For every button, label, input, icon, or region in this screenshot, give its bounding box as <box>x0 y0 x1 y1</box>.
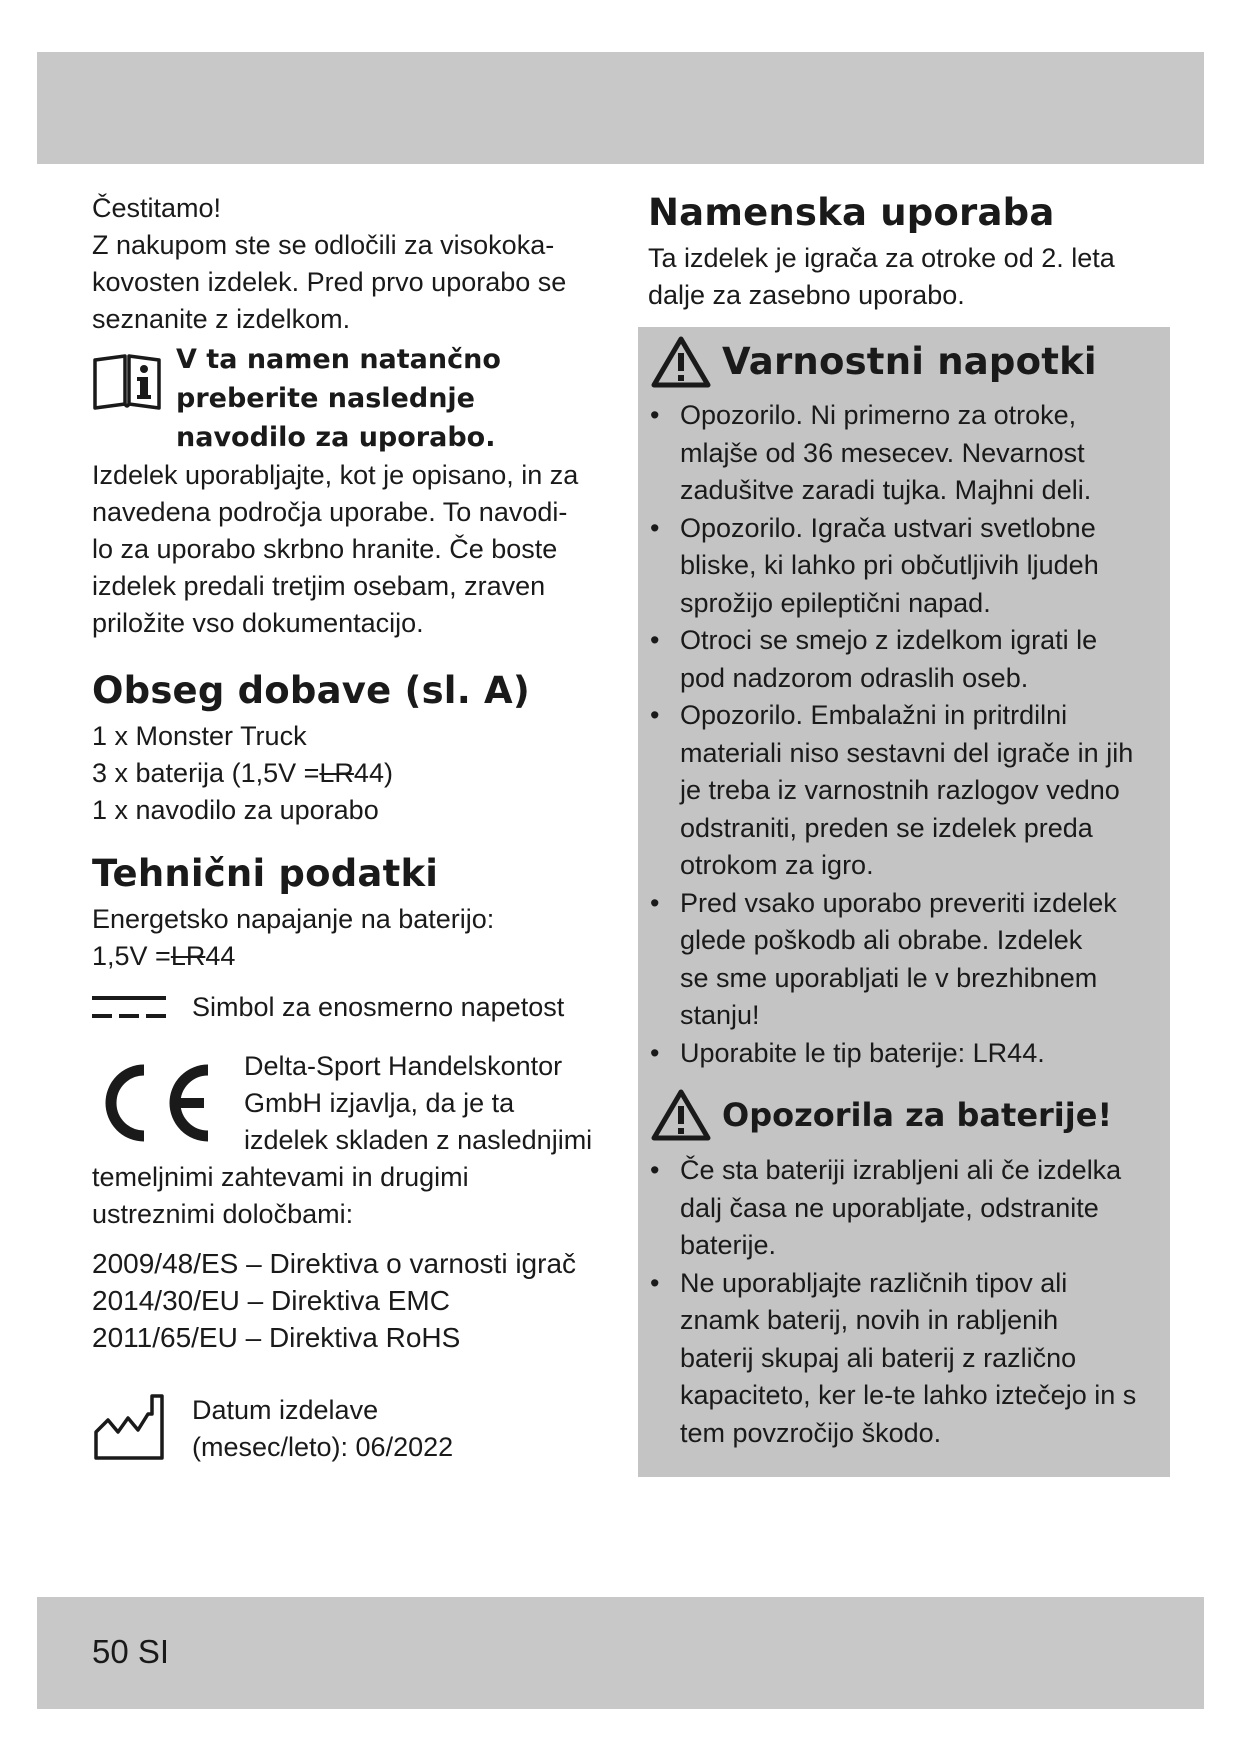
tech-power-value <box>92 938 602 975</box>
warning-triangle-icon <box>650 1088 712 1142</box>
safety-line: odstraniti, preden se izdelek preda <box>680 812 1093 843</box>
safety-line: Opozorilo. Embalažni in pritrdilni <box>680 700 1068 730</box>
battery-item <box>650 1152 1154 1265</box>
intended-line: dalje za zasebno uporabo. <box>648 280 965 310</box>
usage-paragraph <box>92 457 602 642</box>
manufacture-line: Datum izdelave <box>192 1395 379 1425</box>
safety-line: stanju! <box>680 1000 760 1030</box>
bullet: • <box>650 1267 660 1298</box>
safety-line: glede poškodb ali obrabe. Izdelek <box>680 925 1083 955</box>
dc-symbol-row <box>92 989 602 1026</box>
ce-line: ustreznimi določbami: <box>92 1199 354 1229</box>
ce-declaration <box>92 1048 602 1159</box>
lr-text: LR <box>170 941 206 971</box>
safety-box <box>638 327 1170 1477</box>
battery-heading: Opozorila za baterije! <box>722 1096 1113 1134</box>
bullet: • <box>650 1155 660 1185</box>
header-band <box>37 52 1204 164</box>
safety-item <box>650 1035 1154 1073</box>
factory-icon <box>92 1392 166 1462</box>
tech-heading: Tehnični podatki <box>92 852 439 895</box>
bullet: • <box>650 400 660 430</box>
safety-line: Opozorilo. Igrača ustvari svetlobne <box>680 512 1096 543</box>
directive-item: 2014/30/EU – Direktiva EMC <box>92 1285 450 1316</box>
safety-line: sprožijo epileptični napad. <box>680 587 991 618</box>
battery-line: kapaciteto, ker le-te lahko iztečejo in s <box>680 1380 1137 1410</box>
intro-line: kovosten izdelek. Pred prvo uporabo se <box>92 267 567 297</box>
read-manual-notice <box>92 340 602 457</box>
scope-item: 1 x Monster Truck <box>92 721 307 751</box>
directive-item: 2009/48/ES – Direktiva o varnosti igrač <box>92 1248 577 1279</box>
safety-item <box>650 510 1154 623</box>
safety-line: otrokom za igro. <box>680 850 874 880</box>
voltage-text: 44 <box>205 941 236 971</box>
safety-line: Pred vsako uporabo preveriti izdelek <box>680 887 1117 918</box>
bullet: • <box>650 700 660 730</box>
manufacture-text <box>192 1392 453 1466</box>
usage-line: lo za uporabo skrbno hranite. Če boste <box>92 534 558 564</box>
manual-info-icon <box>92 346 162 416</box>
battery-line: Ne uporabljajte različnih tipov ali <box>680 1267 1068 1298</box>
read-manual-text <box>176 340 501 457</box>
safety-item <box>650 397 1154 510</box>
safety-line: Opozorilo. Ni primerno za otroke, <box>680 400 1077 430</box>
usage-line: navedena področja uporabe. To navodi- <box>92 497 568 527</box>
intended-line: Ta izdelek je igrača za otroke od 2. leta <box>648 243 1115 273</box>
scope-item-text: 3 x baterija (1,5V <box>92 758 304 788</box>
intro-line: Čestitamo! <box>92 193 222 223</box>
intro-line: Z nakupom ste se odločili za visokoka- <box>92 230 555 260</box>
battery-line: dalj časa ne uporabljate, odstranite <box>680 1192 1099 1223</box>
battery-line: znamk baterij, novih in rabljenih <box>680 1305 1059 1335</box>
intended-use-heading: Namenska uporaba <box>648 191 1055 234</box>
ce-mark-icon <box>92 1058 220 1148</box>
safety-line: je treba iz varnostnih razlogov vedno <box>680 775 1120 805</box>
usage-line: Izdelek uporabljajte, kot je opisano, in za <box>92 460 579 490</box>
battery-line: baterij skupaj ali baterij z različno <box>680 1342 1077 1373</box>
safety-item <box>650 885 1154 1035</box>
tech-power-label: Energetsko napajanje na baterijo: <box>92 904 495 934</box>
safety-line: zadušitve zaradi tujka. Majhni deli. <box>680 475 1092 505</box>
bullet: • <box>650 625 660 655</box>
notice-line: V ta namen natančno <box>176 344 501 375</box>
ce-line: GmbH izjavlja, da je ta <box>244 1088 515 1118</box>
bullet: • <box>650 887 660 918</box>
battery-list <box>650 1152 1154 1452</box>
notice-line: navodilo za uporabo. <box>176 422 496 453</box>
dc-sign: = <box>155 941 171 971</box>
page-number: 50 SI <box>92 1633 170 1670</box>
safety-line: pod nadzorom odraslih oseb. <box>680 662 1029 693</box>
right-column <box>648 190 1168 314</box>
warning-triangle-icon <box>650 335 712 389</box>
usage-line: izdelek predali tretjim osebam, zraven <box>92 571 546 601</box>
voltage-text: 1,5V <box>92 941 156 971</box>
bullet: • <box>650 512 660 543</box>
battery-line: tem povzročijo škodo. <box>680 1417 942 1448</box>
footer-band <box>37 1597 1204 1709</box>
scope-heading: Obseg dobave (sl. A) <box>92 669 530 712</box>
directive-item: 2011/65/EU – Direktiva RoHS <box>92 1322 461 1353</box>
battery-line: baterije. <box>680 1230 777 1260</box>
ce-line: Delta-Sport Handelskontor <box>244 1051 563 1081</box>
battery-line: Če sta bateriji izrabljeni ali če izdelka <box>680 1155 1122 1185</box>
lr-text: LR <box>319 758 354 788</box>
safety-line: materiali niso sestavni del igrače in jih <box>680 737 1134 768</box>
directives-list <box>92 1245 602 1356</box>
manufacture-date-row <box>92 1392 602 1466</box>
ce-text <box>244 1048 592 1159</box>
safety-line: Uporabite le tip baterije: LR44. <box>680 1037 1045 1068</box>
battery-heading-row <box>650 1088 1154 1142</box>
ce-line: temeljnimi zahtevami in drugimi <box>92 1162 469 1192</box>
scope-item-text: 44) <box>353 758 393 788</box>
battery-item <box>650 1265 1154 1453</box>
safety-line: bliske, ki lahko pri občutljivih ljudeh <box>680 550 1099 580</box>
dc-voltage-icon <box>92 993 170 1023</box>
ce-line: izdelek skladen z naslednjimi <box>244 1125 593 1155</box>
scope-item <box>92 755 602 792</box>
bullet: • <box>650 1037 660 1068</box>
usage-line: priložite vso dokumentacijo. <box>92 608 424 638</box>
notice-line: preberite naslednje <box>176 383 475 414</box>
safety-heading: Varnostni napotki <box>722 340 1097 383</box>
safety-item <box>650 697 1154 885</box>
safety-list <box>650 397 1154 1072</box>
tech-details <box>92 901 602 975</box>
intro-line: seznanite z izdelkom. <box>92 304 351 334</box>
safety-line: Otroci se smejo z izdelkom igrati le <box>680 625 1098 655</box>
dc-symbol-text: Simbol za enosmerno napetost <box>192 992 565 1022</box>
intended-use-text <box>648 240 1168 314</box>
scope-item: 1 x navodilo za uporabo <box>92 795 379 825</box>
dc-sign: = <box>303 758 320 788</box>
left-column <box>92 190 602 1466</box>
manufacture-line: (mesec/leto): 06/2022 <box>192 1432 454 1462</box>
safety-line: se sme uporabljati le v brezhibnem <box>680 962 1098 993</box>
intro-paragraph <box>92 190 602 338</box>
safety-item <box>650 622 1154 697</box>
safety-heading-row <box>650 335 1154 389</box>
scope-list <box>92 718 602 829</box>
safety-line: mlajše od 36 mesecev. Nevarnost <box>680 437 1085 468</box>
